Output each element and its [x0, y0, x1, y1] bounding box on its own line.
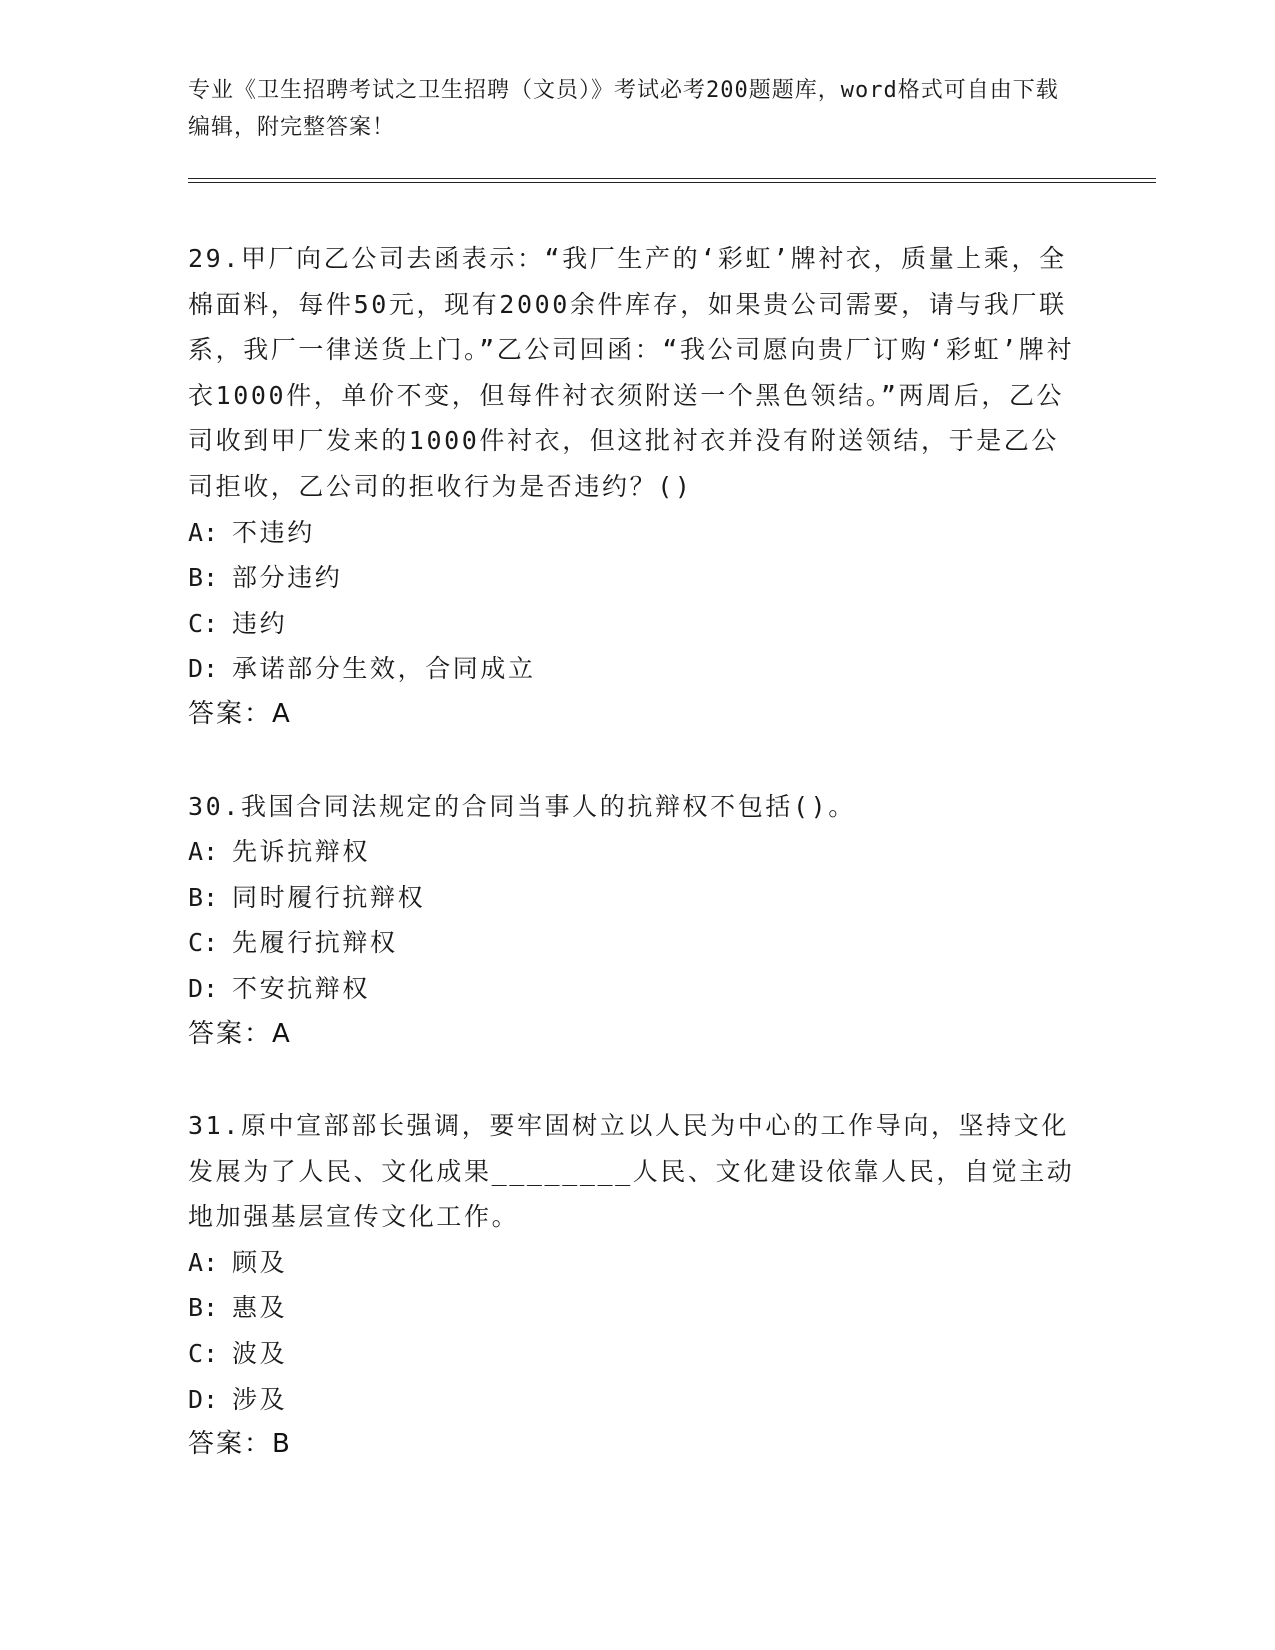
- header-divider-top: [188, 178, 1156, 179]
- question-30: [188, 784, 1078, 1058]
- answer-line: 答案：A: [188, 698, 292, 729]
- option-c: [188, 920, 1078, 966]
- option-text: 不安抗辩权: [232, 973, 371, 1003]
- option-text: 惠及: [232, 1293, 288, 1323]
- option-label: C:: [188, 928, 219, 958]
- option-label: B:: [188, 563, 219, 593]
- option-d: [188, 646, 1078, 692]
- header-divider-bottom: [188, 182, 1156, 183]
- option-b: [188, 555, 1078, 601]
- question-stem: 29.甲厂向乙公司去函表示：“我厂生产的‘彩虹’牌衬衣，质量上乘，全棉面料，每件50元，现有2000余件库存，如果贵公司需要，请与我厂联系，我厂一律送货上门。”乙公司回函：“我公司愿向贵厂订购‘彩虹’牌衬衣1000件，单价不变，但每件衬衣须附送一个黑色领结。”两周后，乙公司收到甲厂发来的1000件衬衣，但这批衬衣并没有附送领结，于是乙公司拒收，乙公司的拒收行为是否违约？(): [188, 244, 1075, 501]
- option-a: [188, 829, 1078, 875]
- option-text: 涉及: [232, 1384, 288, 1414]
- document-intro: 专业《卫生招聘考试之卫生招聘（文员）》考试必考200题题库，word格式可自由下载编辑，附完整答案！: [188, 78, 1059, 140]
- option-c: [188, 1331, 1078, 1377]
- option-label: B:: [188, 1293, 219, 1323]
- option-b: [188, 1285, 1078, 1331]
- option-label: D:: [188, 654, 219, 684]
- question-stem: 31.原中宣部部长强调，要牢固树立以人民为中心的工作导向，坚持文化发展为了人民、文化成果________人民、文化建设依靠人民，自觉主动地加强基层宣传文化工作。: [188, 1111, 1075, 1232]
- option-text: 不违约: [232, 517, 315, 547]
- option-text: 顾及: [232, 1247, 288, 1277]
- option-text: 承诺部分生效，合同成立: [232, 654, 536, 684]
- option-text: 波及: [232, 1339, 288, 1369]
- option-label: A:: [188, 1247, 219, 1277]
- question-31: [188, 1103, 1078, 1468]
- question-stem: 30.我国合同法规定的合同当事人的抗辩权不包括()。: [188, 791, 856, 821]
- option-label: D:: [188, 973, 219, 1003]
- option-d: [188, 966, 1078, 1012]
- option-text: 违约: [232, 608, 288, 638]
- option-label: C:: [188, 1339, 219, 1369]
- option-text: 先履行抗辩权: [232, 928, 398, 958]
- option-c: [188, 601, 1078, 647]
- option-b: [188, 875, 1078, 921]
- option-text: 同时履行抗辩权: [232, 882, 426, 912]
- option-label: D:: [188, 1384, 219, 1414]
- option-label: A:: [188, 837, 219, 867]
- question-29: [188, 236, 1078, 738]
- option-label: C:: [188, 608, 219, 638]
- answer-line: 答案：B: [188, 1429, 292, 1460]
- option-d: [188, 1377, 1078, 1423]
- option-a: [188, 1240, 1078, 1286]
- option-label: A:: [188, 517, 219, 547]
- option-a: [188, 510, 1078, 556]
- answer-line: 答案：A: [188, 1018, 292, 1049]
- option-text: 部分违约: [232, 563, 343, 593]
- option-label: B:: [188, 882, 219, 912]
- option-text: 先诉抗辩权: [232, 837, 371, 867]
- question-list: [188, 236, 1078, 1514]
